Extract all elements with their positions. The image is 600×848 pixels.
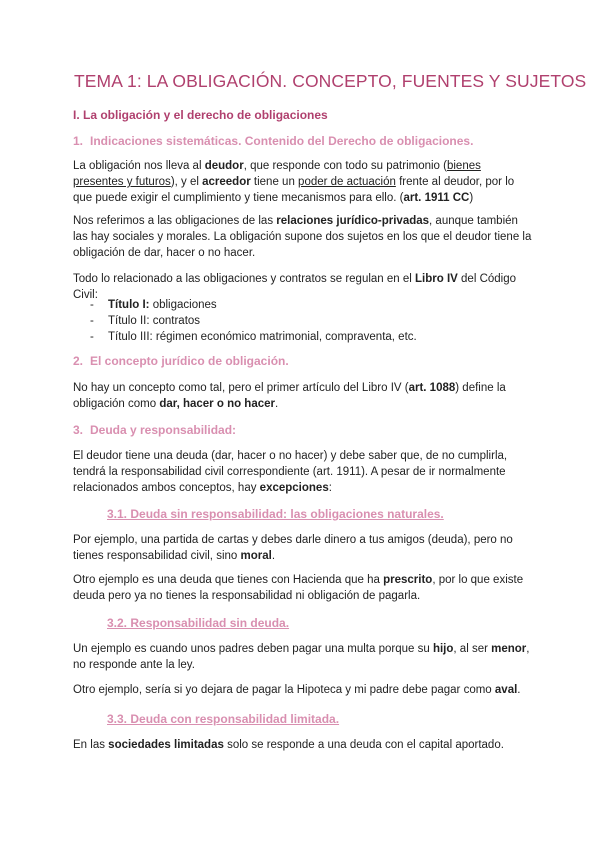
text-run: No hay un concepto como tal, pero el primer artículo del Libro IV (: [73, 382, 409, 394]
heading-3: [73, 423, 236, 437]
text-run: Por ejemplo, una partida de cartas y debes darle dinero a tus amigos (deuda), pero no tienes responsabilidad civil, sino: [73, 534, 513, 562]
subheading-3-1: 3.1. Deuda sin responsabilidad: las obligaciones naturales.: [107, 507, 444, 521]
paragraph-10: [73, 737, 533, 753]
text-run: El deudor tiene una deuda (dar, hacer o no hacer) y debe saber que, de no cumplirla, tendrá la responsabilidad civil correspondiente (art. 1911). A pesar de ir normalmente relacionados ambos conceptos, hay: [73, 450, 508, 494]
list-dash: -: [90, 315, 94, 327]
list-item: [90, 329, 417, 345]
bold-run: deudor: [204, 160, 244, 172]
text-run: , no responde ante la ley.: [73, 643, 530, 671]
section-heading: I. La obligación y el derecho de obligaciones: [73, 108, 328, 122]
heading-1: [73, 134, 473, 148]
list-item-text: obligaciones: [149, 299, 217, 311]
text-run: frente al deudor, por lo que puede exigir el cumplimiento y tiene mecanismos para ello. (: [73, 176, 515, 204]
text-run: Otro ejemplo es una deuda que tienes con Hacienda que ha: [73, 574, 384, 586]
page-title: TEMA 1: LA OBLIGACIÓN. CONCEPTO, FUENTES Y SUJETOS: [74, 71, 587, 91]
text-run: Otro ejemplo, sería si yo dejara de pagar la Hipoteca y mi padre debe pagar como: [73, 684, 495, 696]
bold-run: aval: [494, 684, 518, 696]
paragraph-9: [73, 682, 533, 698]
text-run: ): [469, 192, 474, 204]
paragraph-6: [73, 532, 533, 564]
bold-run: Libro IV: [415, 273, 458, 285]
text-run: ), y el: [170, 176, 203, 188]
text-run: , al ser: [453, 643, 492, 655]
text-run: Nos referimos a las obligaciones de las: [73, 215, 277, 227]
subheading-3-3: 3.3. Deuda con responsabilidad limitada.: [107, 712, 340, 726]
list-item-text: Título II: contratos: [108, 315, 201, 327]
heading-2-number: 2.: [73, 354, 84, 368]
paragraph-2: [73, 213, 533, 261]
bold-run: art. 1911 CC: [403, 192, 470, 204]
text-run: , por lo que existe deuda pero ya no tienes la responsabilidad ni obligación de pagarla.: [73, 574, 524, 602]
list-dash: -: [90, 299, 94, 311]
text-run: Todo lo relacionado a las obligaciones y contratos se regulan en el: [73, 273, 416, 285]
list-item: [90, 297, 217, 313]
heading-2-text: El concepto jurídico de obligación.: [90, 354, 289, 368]
text-run: ) define la obligación como: [73, 382, 506, 410]
heading-1-text: Indicaciones sistemáticas. Contenido del Derecho de obligaciones.: [90, 134, 474, 148]
underlined-run: poder de actuación: [298, 176, 396, 188]
text-run: del Código Civil:: [73, 273, 517, 301]
list-item: [90, 313, 200, 329]
paragraph-5: [73, 448, 533, 496]
paragraph-4: [73, 380, 533, 412]
bold-run: hijo: [432, 643, 454, 655]
text-run: :: [328, 482, 332, 494]
bold-run: relaciones jurídico-privadas: [276, 215, 430, 227]
heading-1-number: 1.: [73, 134, 84, 148]
list-item-strong: Título I:: [108, 299, 150, 311]
list-item-text: Título III: régimen económico matrimonial, compraventa, etc.: [108, 331, 417, 343]
subheading-3-2: 3.2. Responsabilidad sin deuda.: [107, 616, 290, 630]
list-dash: -: [90, 331, 94, 343]
text-run: En las: [73, 739, 109, 751]
text-run: .: [275, 398, 279, 410]
bold-run: acreedor: [202, 176, 251, 188]
text-run: tiene un: [250, 176, 299, 188]
bold-run: menor: [491, 643, 527, 655]
underlined-run: bienes presentes y futuros: [73, 160, 481, 188]
paragraph-1: [73, 158, 533, 206]
text-run: .: [517, 684, 521, 696]
text-run: .: [271, 550, 276, 562]
bold-run: excepciones: [259, 482, 329, 494]
heading-2: [73, 354, 289, 368]
text-run: La obligación nos lleva al: [73, 160, 205, 172]
bold-run: art. 1088: [408, 382, 456, 394]
bold-run: prescrito: [383, 574, 433, 586]
bold-run: dar, hacer o no hacer: [159, 398, 275, 410]
text-run: , que responde con todo su patrimonio (: [243, 160, 447, 172]
heading-3-text: Deuda y responsabilidad:: [90, 423, 237, 437]
bold-run: moral: [240, 550, 272, 562]
text-run: Un ejemplo es cuando unos padres deben pagar una multa porque su: [73, 643, 433, 655]
paragraph-7: [73, 572, 533, 604]
paragraph-8: [73, 641, 533, 673]
heading-3-number: 3.: [73, 423, 84, 437]
text-run: , aunque también las hay sociales y morales. La obligación supone dos sujetos en los que el deudor tiene la obligación de dar, hacer o no hacer.: [73, 215, 532, 259]
bold-run: sociedades limitadas: [108, 739, 224, 751]
text-run: solo se responde a una deuda con el capital aportado.: [223, 739, 504, 751]
